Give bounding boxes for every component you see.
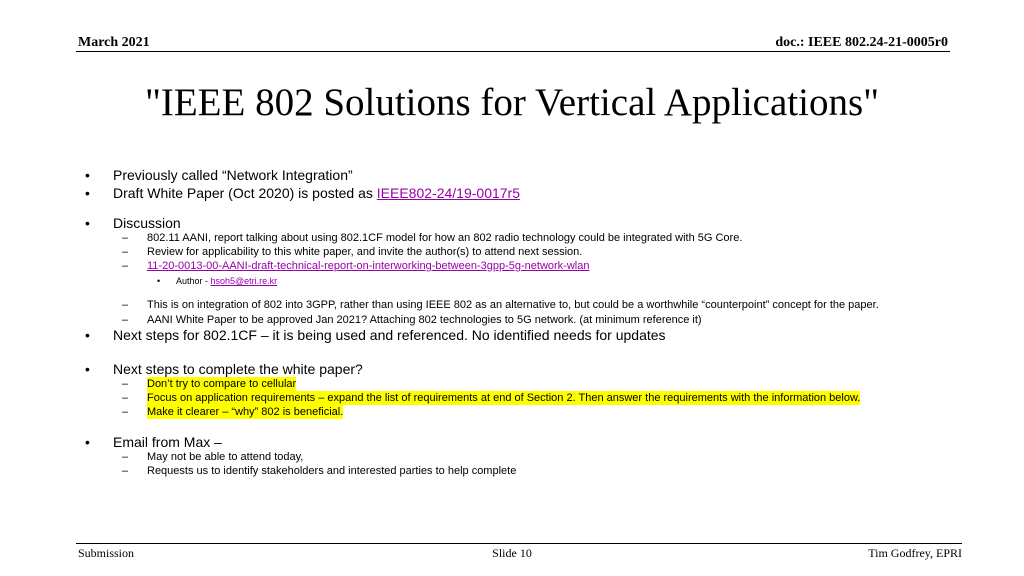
author-email-link[interactable]: hsoh5@etri.re.kr [210,276,278,286]
bullet-marker: • [85,167,90,183]
dash-marker: – [122,451,129,463]
aani-doc-link[interactable]: 11-20-0013-00-AANI-draft-technical-report-on-interworking-between-3gpp-5g-network-wlan [147,260,590,272]
bullet-text: Previously called “Network Integration” [113,167,353,183]
draft-paper-link[interactable]: IEEE802-24/19-0017r5 [376,185,520,201]
bullet-marker: • [85,215,90,231]
bullet-text: Next steps to complete the white paper? [113,361,363,377]
sub-bullet-text: AANI White Paper to be approved Jan 2021? Attaching 802 technologies to 5G network. (at minimum reference it) [147,314,702,326]
author-label: Author - [176,276,211,286]
dash-marker: – [122,232,129,244]
dash-marker: – [122,299,129,311]
header-date: March 2021 [78,35,150,50]
draft-paper-prefix: Draft White Paper (Oct 2020) is posted as [113,185,377,201]
footer-rule [76,543,962,544]
dash-marker: – [122,314,129,326]
dash-marker: – [122,260,129,272]
dash-marker: – [122,246,129,258]
dash-marker: – [122,465,129,477]
sub-bullet-text: Requests us to identify stakeholders and interested parties to help complete [147,465,517,477]
sub-bullet-text: May not be able to attend today, [147,451,304,463]
sub-bullet-text: Review for applicability to this white paper, and invite the author(s) to attend next session. [147,246,583,258]
bullet-text: Discussion [113,215,181,231]
bullet-marker: • [85,434,90,450]
bullet-text: Next steps for 802.1CF – it is being used and referenced. No identified needs for updates [113,327,666,343]
bullet-marker: • [85,327,90,343]
bullet-marker: • [85,185,90,201]
dash-marker: – [122,406,129,418]
bullet-text [113,185,520,201]
sub-bullet-text: 802.11 AANI, report talking about using 802.1CF model for how an 802 radio technology could be integrated with 5G Core. [147,232,743,244]
bullet-text: Email from Max – [113,434,222,450]
header-rule [76,51,950,52]
author-line [176,275,277,287]
highlighted-text: Focus on application requirements – expand the list of requirements at end of Section 2. Then answer the requirements with the information below. [147,392,861,404]
header-doc-id: doc.: IEEE 802.24-21-0005r0 [775,35,948,50]
footer-slide-number: Slide 10 [492,546,532,560]
footer-author: Tim Godfrey, EPRI [868,546,962,560]
bullet-marker: • [157,276,161,286]
dash-marker: – [122,378,129,390]
highlighted-text: Don’t try to compare to cellular [147,378,297,390]
highlighted-text: Make it clearer – “why” 802 is beneficial. [147,406,344,418]
dash-marker: – [122,392,129,404]
sub-bullet-text: This is on integration of 802 into 3GPP, rather than using IEEE 802 as an alternative to, but could be a worthwhile “counterpoint” concept for the paper. [147,299,879,311]
footer-submission: Submission [78,546,135,560]
bullet-marker: • [85,361,90,377]
slide-title: "IEEE 802 Solutions for Vertical Applications" [144,81,880,124]
